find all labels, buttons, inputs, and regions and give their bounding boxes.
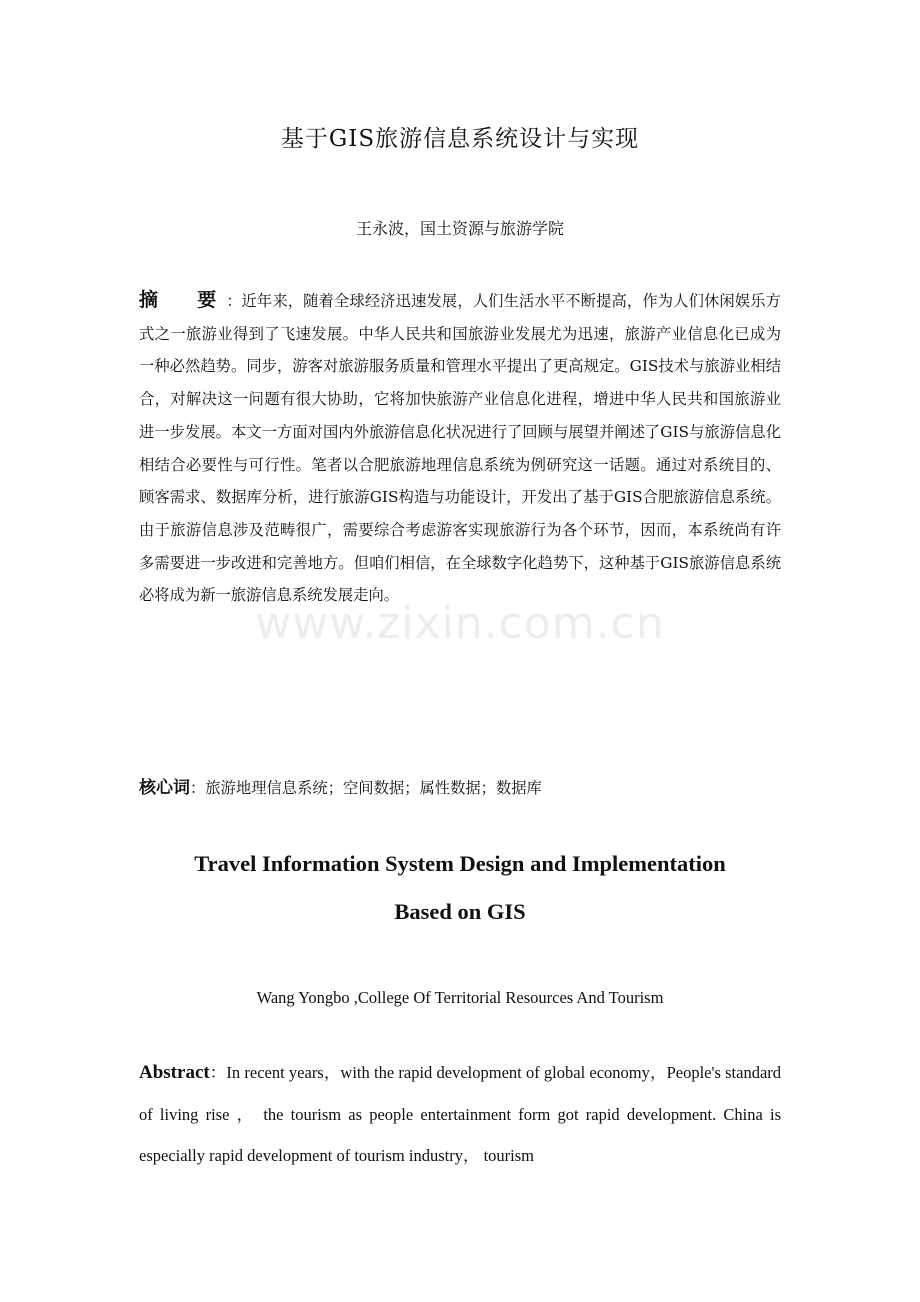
chinese-keywords-text: 旅游地理信息系统；空间数据；属性数据；数据库	[205, 779, 542, 797]
english-title	[0, 840, 920, 936]
chinese-abstract-colon: ：	[226, 292, 242, 310]
english-abstract-colon: ：	[209, 1063, 227, 1082]
english-title-line-2: Based on GIS	[394, 899, 526, 924]
english-abstract	[139, 1052, 781, 1177]
english-abstract-text: In recent years，with the rapid development of global economy，People's standard of living rise ， the tourism as people entertainment form got rapid development. China is especially rapid development of tourism industry， tourism	[139, 1063, 782, 1165]
chinese-title: 基于GIS旅游信息系统设计与实现	[280, 126, 640, 152]
english-title-line-1: Travel Information System Design and Implementation	[194, 851, 726, 876]
watermark: www.zixin.com.cn	[255, 598, 665, 649]
chinese-abstract	[139, 284, 781, 612]
chinese-author-line: 王永波，国土资源与旅游学院	[355, 219, 564, 238]
english-abstract-label: Abstract	[139, 1062, 210, 1083]
chinese-keywords	[139, 773, 781, 803]
english-author-line: Wang Yongbo ,College Of Territorial Resources And Tourism	[256, 988, 664, 1007]
chinese-abstract-label: 摘 要	[139, 289, 227, 311]
chinese-keywords-colon: ：	[190, 779, 206, 797]
chinese-keywords-label: 核心词	[139, 778, 190, 798]
chinese-abstract-text: 近年来，随着全球经济迅速发展，人们生活水平不断提高，作为人们休闲娱乐方式之一旅游业得到了飞速发展。中华人民共和国旅游业发展尤为迅速，旅游产业信息化已成为一种必然趋势。同步，游客对旅游服务质量和管理水平提出了更高规定。GIS技术与旅游业相结合，对解决这一问题有很大协助，它将加快旅游产业信息化进程，增进中华人民共和国旅游业进一步发展。本文一方面对国内外旅游信息化状况进行了回顾与展望并阐述了GIS与旅游信息化相结合必要性与可行性。笔者以合肥旅游地理信息系统为例研究这一话题。通过对系统目的、顾客需求、数据库分析，进行旅游GIS构造与功能设计，开发出了基于GIS合肥旅游信息系统。由于旅游信息涉及范畴很广，需要综合考虑游客实现旅游行为各个环节，因而，本系统尚有许多需要进一步改进和完善地方。但咱们相信，在全球数字化趋势下，这种基于GIS旅游信息系统必将成为新一旅游信息系统发展走向。	[139, 292, 781, 605]
